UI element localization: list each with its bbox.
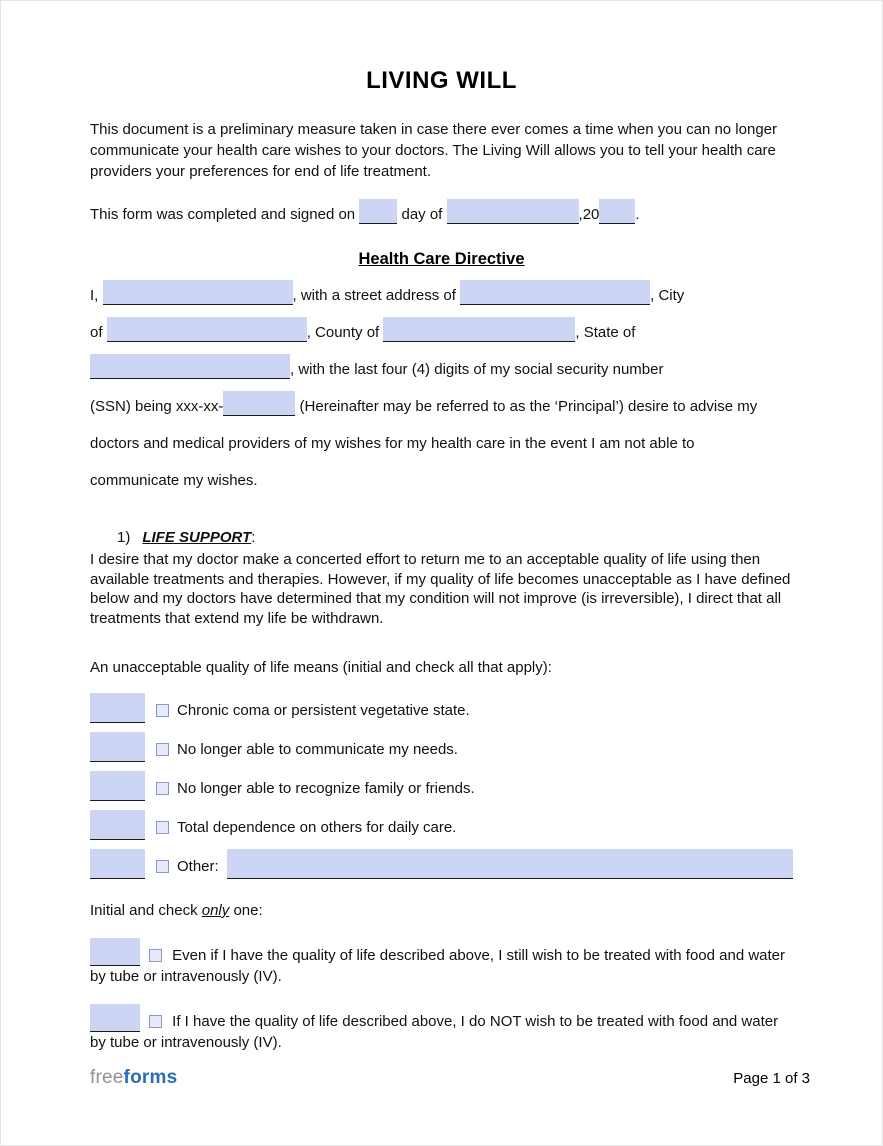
year-field[interactable]: [599, 199, 635, 224]
signed-line-text-pre: This form was completed and signed on: [90, 206, 356, 223]
page-number: Page 1 of 3: [733, 1070, 810, 1087]
only-prompt-text: one:: [233, 902, 263, 919]
initials-field[interactable]: [90, 849, 145, 879]
ssn-last-four-field[interactable]: [223, 391, 295, 416]
state-field[interactable]: [90, 354, 290, 379]
directive-line-1: [90, 277, 793, 314]
page-content: [1, 1, 882, 1053]
condition-label: No longer able to recognize family or friends.: [177, 780, 475, 797]
initials-field[interactable]: [90, 1004, 140, 1032]
directive-text: , with a street address of: [292, 287, 456, 304]
only-prompt-emphasis: only: [201, 902, 230, 919]
signed-date-line: [90, 199, 793, 228]
choice-row: [90, 1004, 793, 1053]
intro-paragraph: This document is a preliminary measure taken in case there ever comes a time when you can no longer communicate your health care wishes to your doctors. The Living Will allows you to tell your health care providers your preferences for end of life treatment.: [90, 121, 778, 180]
checkbox-icon[interactable]: [149, 949, 162, 962]
life-support-paragraph: I desire that my doctor make a concerted effort to return me to an acceptable quality of life using then available treatments and therapies. However, if my quality of life becomes unacceptable as I have defined below and my doctors have determined that my condition will not improve (is irreversible), I direct that all treatments that extend my life be withdrawn.: [90, 551, 791, 627]
directive-line-2: [90, 314, 793, 351]
condition-row: [90, 723, 793, 762]
freeforms-logo: [90, 1067, 177, 1089]
life-support-heading: [90, 527, 793, 548]
directive-line-6: [90, 462, 793, 499]
checkbox-icon[interactable]: [156, 704, 169, 717]
section-heading-health-care-directive: Health Care Directive: [358, 250, 525, 268]
directive-text: (Hereinafter may be referred to as the ‘Principal’) desire to advise my: [299, 398, 758, 415]
document-title: LIVING WILL: [366, 67, 517, 94]
directive-text: doctors and medical providers of my wishes for my health care in the event I am not able to: [90, 435, 695, 452]
directive-text: (SSN) being xxx-xx-: [90, 398, 224, 415]
condition-row: [90, 684, 793, 723]
choice-label: Even if I have the quality of life described above, I still wish to be treated with food and water by tube or intravenously (IV).: [90, 947, 786, 985]
choice-label: If I have the quality of life described above, I do NOT wish to be treated with food and water by tube or intravenously (IV).: [90, 1013, 779, 1051]
section-number: 1): [117, 529, 131, 546]
directive-text: I,: [90, 287, 99, 304]
directive-line-4: [90, 388, 793, 425]
street-address-field[interactable]: [460, 280, 650, 305]
condition-label: Chronic coma or persistent vegetative state.: [177, 702, 470, 719]
directive-line-5: [90, 425, 793, 462]
directive-text: of: [90, 324, 103, 341]
initials-field[interactable]: [90, 938, 140, 966]
choice-row: [90, 938, 793, 987]
condition-label: Other:: [177, 858, 219, 875]
checkbox-icon[interactable]: [156, 743, 169, 756]
section-title: LIFE SUPPORT: [142, 529, 252, 546]
condition-row: [90, 762, 793, 801]
directive-paragraph: [90, 277, 793, 499]
principal-name-field[interactable]: [103, 280, 293, 305]
checkbox-icon[interactable]: [156, 821, 169, 834]
directive-text: , County of: [306, 324, 380, 341]
directive-line-3: [90, 351, 793, 388]
checkbox-icon[interactable]: [149, 1015, 162, 1028]
county-field[interactable]: [383, 317, 575, 342]
initials-field[interactable]: [90, 810, 145, 840]
brand-free-text: free: [90, 1067, 124, 1088]
condition-row-other: [90, 840, 793, 879]
conditions-list: [90, 684, 793, 879]
initials-field[interactable]: [90, 771, 145, 801]
signed-line-text-year-prefix: ,20: [578, 206, 600, 223]
condition-label: Total dependence on others for daily care.: [177, 819, 457, 836]
day-field[interactable]: [359, 199, 397, 224]
condition-row: [90, 801, 793, 840]
section-title-colon: :: [251, 529, 256, 546]
checkbox-icon[interactable]: [156, 860, 169, 873]
directive-text: , State of: [575, 324, 636, 341]
directive-text: communicate my wishes.: [90, 472, 258, 489]
initials-field[interactable]: [90, 693, 145, 723]
initials-field[interactable]: [90, 732, 145, 762]
brand-forms-text: forms: [123, 1067, 178, 1088]
condition-label: No longer able to communicate my needs.: [177, 741, 458, 758]
directive-text: , City: [650, 287, 685, 304]
apply-prompt: An unacceptable quality of life means (initial and check all that apply):: [90, 659, 552, 676]
month-field[interactable]: [447, 199, 579, 224]
signed-line-text-dayof: day of: [401, 206, 443, 223]
directive-text: , with the last four (4) digits of my social security number: [290, 361, 664, 378]
signed-line-text-period: .: [635, 206, 640, 223]
other-description-field[interactable]: [227, 849, 793, 879]
city-field[interactable]: [107, 317, 307, 342]
checkbox-icon[interactable]: [156, 782, 169, 795]
only-one-prompt: [90, 901, 793, 921]
only-prompt-text: Initial and check: [90, 902, 198, 919]
